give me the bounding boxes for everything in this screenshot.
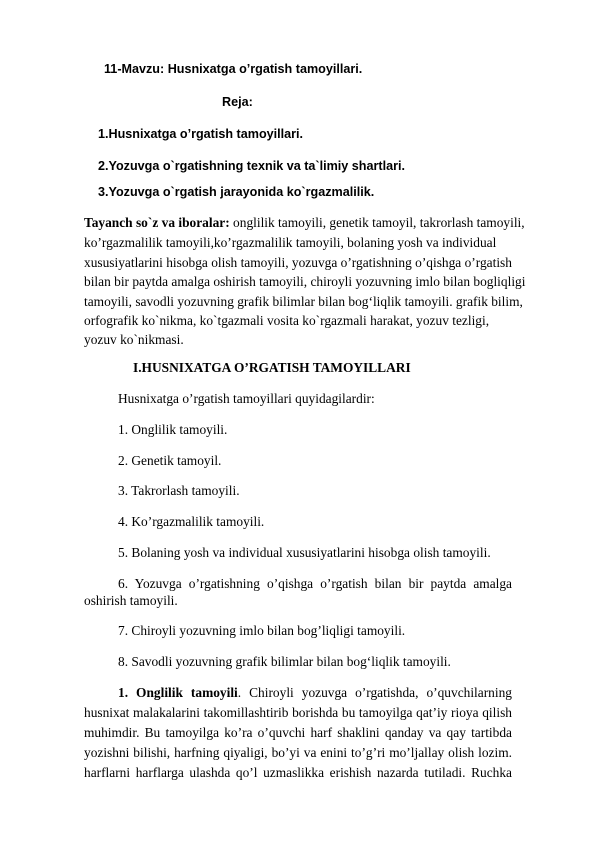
keywords-line: ko’rgazmalilik tamoyili,ko’rgazmalilik tamoyili, bolaning yosh va individual (84, 235, 497, 250)
final-label: 1. Onglilik tamoyili (118, 685, 238, 700)
principle-item: 7. Chiroyli yozuvning imlo bilan bog’liqligi tamoyili. (118, 623, 406, 638)
keywords-line: tamoyili, savodli yozuvning grafik bilimlar bilan bog‘liqlik tamoyili. grafik bilim, (84, 294, 523, 309)
plan-item: 1.Husnixatga o’rgatish tamoyillari. (98, 127, 304, 141)
final-text: . Chiroyli yozuvga o’rgatishda, o’quvchilarning (237, 685, 512, 700)
keywords-line (84, 215, 525, 231)
principle-item: 8. Savodli yozuvning grafik bilimlar bilan bog‘liqlik tamoyili. (118, 654, 451, 669)
final-paragraph-line: harflarni harflarga ulashda qo’l uzmaslikka erishish nazarda tutiladi. Ruchka (84, 765, 512, 780)
keywords-line: xususiyatlarini hisobga olish tamoyili, yozuvga o’rgatishning o’qishga o’rgatish (84, 255, 512, 270)
intro-text: Husnixatga o’rgatish tamoyillari quyidagilardir: (118, 391, 375, 406)
final-paragraph-line (118, 685, 512, 701)
keywords-label: Tayanch so`z va iboralar: (84, 215, 230, 230)
final-paragraph-line: husnixat malakalarini takomillashtirib borishda bu tamoyilga qat’iy rioya qilish (84, 705, 512, 720)
principle-item-continued: oshirish tamoyili. (84, 593, 178, 608)
keywords-text: onglilik tamoyili, genetik tamoyil, takrorlash tamoyili, (229, 215, 525, 230)
principle-item: 4. Ko’rgazmalilik tamoyili. (118, 514, 265, 529)
topic-title: 11-Mavzu: Husnixatga o’rgatish tamoyillari. (104, 62, 363, 76)
plan-item: 2.Yozuvga o`rgatishning texnik va ta`limiy shartlari. (98, 159, 405, 173)
principle-item: 3. Takrorlash tamoyili. (118, 483, 240, 498)
principle-item: 1. Onglilik tamoyili. (118, 422, 228, 437)
final-paragraph-line: yozishni bilishi, harfning qiyaligi, bo’yi va enini to’g’ri mo’ljallay olish lozim. (84, 745, 512, 760)
principle-item: 6. Yozuvga o’rgatishning o’qishga o’rgatish bilan bir paytda amalga (118, 576, 512, 591)
final-paragraph-line: muhimdir. Bu tamoyilga ko’ra o’quvchi harf shaklini qanday va qay tartibda (84, 725, 512, 740)
keywords-line: orfografik ko`nikma, ko`tgazmali vosita ko`rgazmali harakat, yozuv tezligi, (84, 313, 490, 328)
keywords-line: yozuv ko`nikmasi. (84, 332, 184, 347)
principle-item: 2. Genetik tamoyil. (118, 453, 222, 468)
keywords-line: bilan bir paytda amalga oshirish tamoyili, chiroyli yozuvning imlo bilan bogliqligi (84, 274, 526, 289)
section-heading: I.HUSNIXATGA O’RGATISH TAMOYILLARI (133, 360, 411, 375)
plan-item: 3.Yozuvga o`rgatish jarayonida ko`rgazmalilik. (98, 185, 375, 199)
plan-heading: Reja: (222, 95, 253, 109)
principle-item: 5. Bolaning yosh va individual xususiyatlarini hisobga olish tamoyili. (118, 545, 491, 560)
